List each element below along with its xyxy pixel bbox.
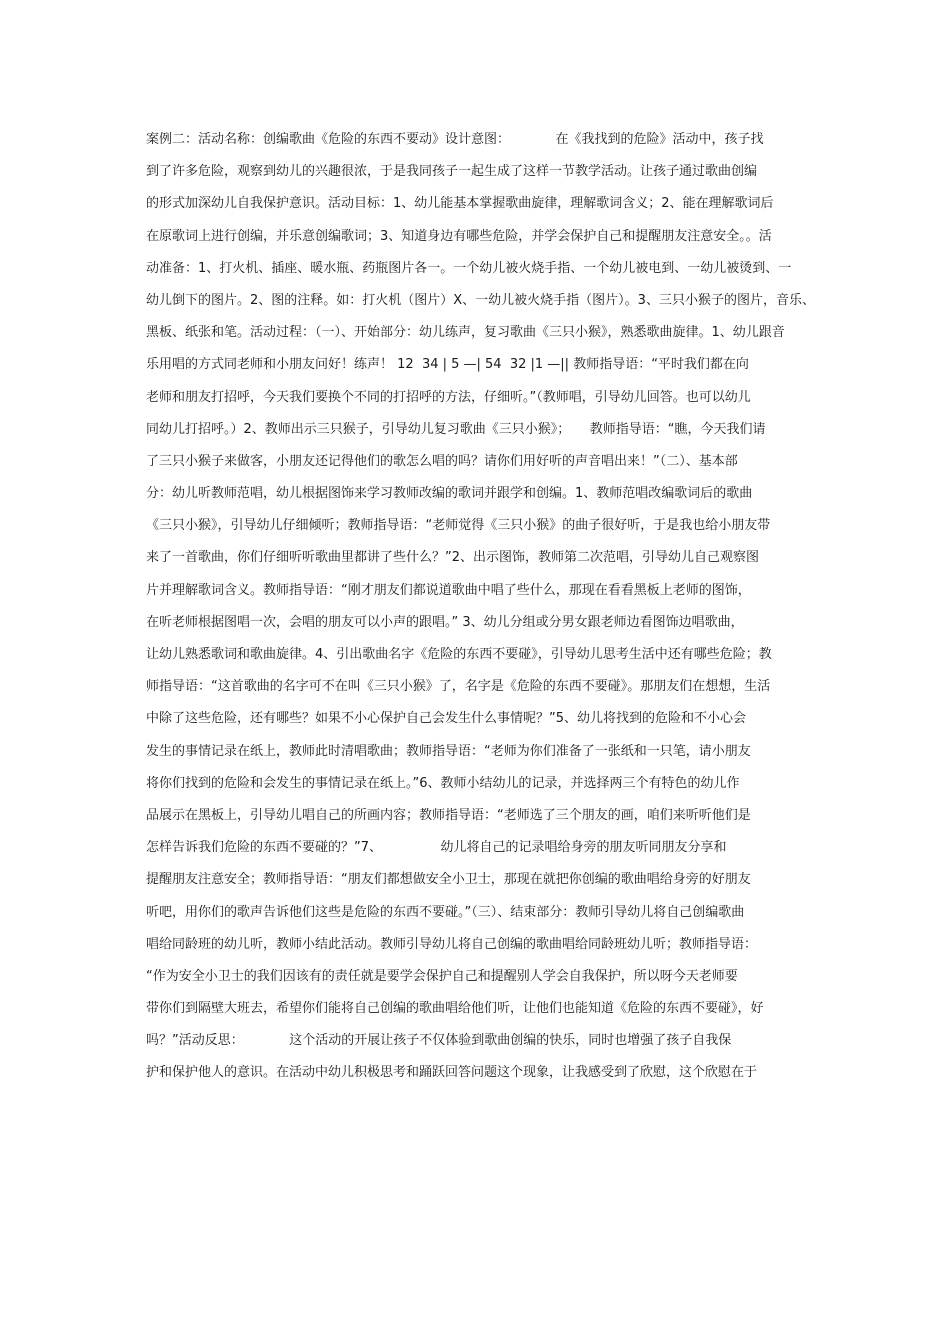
text-line: 提醒朋友注意安全；教师指导语：“朋友们都想做安全小卫士，那现在就把你创编的歌曲唱给身旁的好朋友 [146, 872, 751, 888]
text-line: 吗？”活动反思： 这个活动的开展让孩子不仅体验到歌曲创编的快乐，同时也增强了孩子自我保 [146, 1033, 732, 1049]
text-line: 听吧，用你们的歌声告诉他们这些是危险的东西不要碰。”（三）、结束部分：教师引导幼儿将自己创编歌曲 [146, 904, 745, 920]
text-line: 黑板、纸张和笔。活动过程：（一）、开始部分：幼儿练声，复习歌曲《三只小猴》，熟悉歌曲旋律。1、幼儿跟音 [146, 325, 785, 341]
text-line: “作为安全小卫士的我们因该有的责任就是要学会保护自己和提醒别人学会自我保护，所以呀今天老师要 [146, 968, 738, 984]
text-line: 片并理解歌词含义。教师指导语：“刚才朋友们都说道歌曲中唱了些什么，那现在看看黑板上老师的图饰， [146, 582, 751, 598]
text-line: 同幼儿打招呼。）2、教师出示三只猴子，引导幼儿复习歌曲《三只小猴》； 教师指导语：“瞧，今天我们请 [146, 421, 766, 437]
text-line: 到了许多危险，观察到幼儿的兴趣很浓，于是我同孩子一起生成了这样一节教学活动。让孩子通过歌曲创编 [146, 164, 758, 180]
text-line: 护和保护他人的意识。在活动中幼儿积极思考和踊跃回答问题这个现象，让我感受到了欣慰，这个欣慰在于 [146, 1065, 758, 1081]
text-line: 分：幼儿听教师范唱，幼儿根据图饰来学习教师改编的歌词并跟学和创编。1、教师范唱改编歌词后的歌曲 [146, 486, 753, 502]
text-line: 《三只小猴》，引导幼儿仔细倾听；教师指导语：“老师觉得《三只小猴》的曲子很好听，于是我也给小朋友带 [146, 518, 771, 534]
text-line: 的形式加深幼儿自我保护意识。活动目标：1、幼儿能基本掌握歌曲旋律，理解歌词含义；2、能在理解歌词后 [146, 196, 774, 212]
text-line: 乐用唱的方式同老师和小朋友问好！练声！ 12 34 | 5 —| 54 32 |1 —|| 教师指导语：“平时我们都在向 [146, 357, 749, 373]
text-line: 案例二：活动名称：创编歌曲《危险的东西不要动》设计意图： 在《我找到的危险》活动中，孩子找 [146, 132, 764, 147]
text-line: 带你们到隔壁大班去，希望你们能将自己创编的歌曲唱给他们听，让他们也能知道《危险的东西不要碰》，好 [146, 1001, 764, 1017]
text-line: 中除了这些危险，还有哪些？如果不小心保护自己会发生什么事情呢？”5、幼儿将找到的危险和不小心会 [146, 711, 747, 727]
text-line: 将你们找到的危险和会发生的事情记录在纸上。”6、教师小结幼儿的记录，并选择两三个有特色的幼儿作 [146, 775, 740, 791]
text-line: 发生的事情记录在纸上，教师此时清唱歌曲；教师指导语：“老师为你们准备了一张纸和一只笔，请小朋友 [146, 743, 751, 759]
text-line: 在原歌词上进行创编，并乐意创编歌词；3、知道身边有哪些危险，并学会保护自己和提醒朋友注意安全。。活 [146, 228, 772, 244]
text-line: 品展示在黑板上，引导幼儿唱自己的所画内容；教师指导语：“老师选了三个朋友的画，咱们来听听他们是 [146, 807, 751, 823]
text-line: 怎样告诉我们危险的东西不要碰的？”7、 幼儿将自己的记录唱给身旁的朋友听同朋友分享和 [146, 840, 727, 856]
text-line: 在听老师根据图唱一次，会唱的朋友可以小声的跟唱。” 3、幼儿分组或分男女跟老师边看图饰边唱歌曲， [146, 614, 744, 630]
text-line: 来了一首歌曲，你们仔细听听歌曲里都讲了些什么？”2、出示图饰，教师第二次范唱，引导幼儿自己观察图 [146, 550, 760, 566]
text-line: 动准备：1、打火机、插座、暖水瓶、药瓶图片各一。一个幼儿被火烧手指、一个幼儿被电到、一幼儿被烫到、一 [146, 260, 792, 276]
text-line: 幼儿倒下的图片。2、图的注释。如：打火机（图片）X、一幼儿被火烧手指（图片）。3、三只小猴子的图片，音乐、 [146, 292, 815, 308]
text-line: 师指导语：“这首歌曲的名字可不在叫《三只小猴》了，名字是《危险的东西不要碰》。那朋友们在想想，生活 [146, 679, 771, 695]
text-line: 唱给同龄班的幼儿听，教师小结此活动。教师引导幼儿将自己创编的歌曲唱给同龄班幼儿听；教师指导语： [146, 936, 758, 952]
body-text [146, 124, 816, 1090]
text-line: 老师和朋友打招呼，今天我们要换个不同的打招呼的方法，仔细听。”（教师唱，引导幼儿回答。也可以幼儿 [146, 389, 751, 405]
text-line: 让幼儿熟悉歌词和歌曲旋律。4、引出歌曲名字《危险的东西不要碰》，引导幼儿思考生活中还有哪些危险；教 [146, 647, 772, 662]
text-line: 了三只小猴子来做客，小朋友还记得他们的歌怎么唱的吗？请你们用好听的声音唱出来！”（二）、基本部 [146, 453, 738, 469]
